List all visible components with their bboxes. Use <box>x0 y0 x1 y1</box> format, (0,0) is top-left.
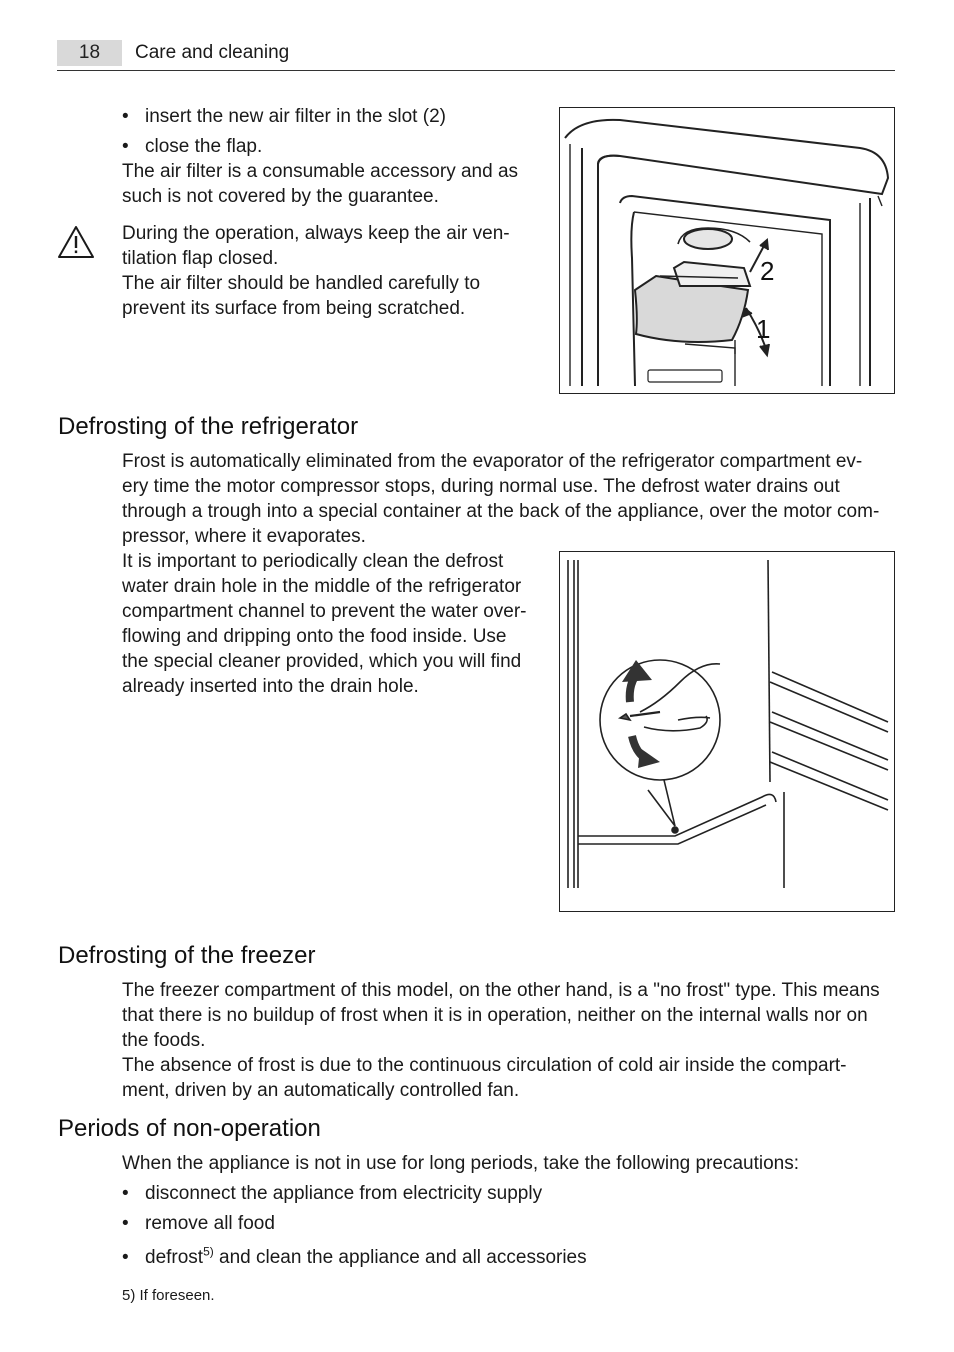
section-heading-defrost-freezer: Defrosting of the freezer <box>58 942 316 969</box>
page-header-title: Care and cleaning <box>135 42 290 63</box>
text-line: through a trough into a special container at the back of the appliance, over the motor com- <box>122 501 880 522</box>
list-item: • remove all food <box>122 1213 275 1234</box>
section-heading-non-operation: Periods of non-operation <box>58 1115 321 1142</box>
text-line: such is not covered by the guarantee. <box>122 186 439 207</box>
text-line: the foods. <box>122 1030 206 1051</box>
text-line: flowing and dripping onto the food inside. Use <box>122 626 507 647</box>
text-line: water drain hole in the middle of the refrigerator <box>122 576 522 597</box>
text-line: During the operation, always keep the air ven- <box>122 223 510 244</box>
drain-hole-cleaning-illustration <box>559 551 895 912</box>
warning-text <box>122 221 510 321</box>
page-number: 18 <box>57 40 122 66</box>
text-line: the special cleaner provided, which you will find <box>122 651 522 672</box>
list-item-text: and clean the appliance and all accessories <box>213 1247 587 1268</box>
list-item-text: insert the new air filter in the slot (2) <box>145 106 446 127</box>
text-line: The absence of frost is due to the continuous circulation of cold air inside the compart- <box>122 1055 847 1076</box>
text-line: ery time the motor compressor stops, during normal use. The defrost water drains out <box>122 476 840 497</box>
list-item-text: disconnect the appliance from electricity supply <box>145 1183 543 1204</box>
filter-note <box>122 159 518 209</box>
figure-label-2: 2 <box>760 256 775 286</box>
list-item: • close the flap. <box>122 136 263 157</box>
list-item: • defrost$^{5)}$ and clean the appliance and all accessories <box>122 1244 587 1268</box>
list-item: • disconnect the appliance from electricity supply <box>122 1183 543 1204</box>
defrost-freezer-text <box>122 978 902 1103</box>
footnote: 5) If foreseen. <box>122 1287 215 1304</box>
text-line: The air filter is a consumable accessory and as <box>122 161 519 182</box>
text-line: It is important to periodically clean the defrost <box>122 551 504 572</box>
text-line: The air filter should be handled carefully to <box>122 273 481 294</box>
text-line: that there is no buildup of frost when it is in operation, neither on the internal walls nor on <box>122 1005 868 1026</box>
text-line: Frost is automatically eliminated from the evaporator of the refrigerator compartment ev- <box>122 451 863 472</box>
list-item: • insert the new air filter in the slot (2) <box>122 106 446 127</box>
section-heading-defrost-fridge: Defrosting of the refrigerator <box>58 413 359 440</box>
text-line: compartment channel to prevent the water over- <box>122 601 527 622</box>
text-line: already inserted into the drain hole. <box>122 676 419 697</box>
text-line: prevent its surface from being scratched. <box>122 298 466 319</box>
warning-icon <box>56 224 96 260</box>
air-filter-illustration <box>559 107 895 394</box>
text-line: The freezer compartment of this model, on the other hand, is a "no frost" type. This means <box>122 980 880 1001</box>
text-line: tilation flap closed. <box>122 248 279 269</box>
footnote-marker: 5) <box>203 1244 214 1259</box>
text-line: pressor, where it evaporates. <box>122 526 366 547</box>
list-item-text: remove all food <box>145 1213 275 1234</box>
list-item-text: close the flap. <box>145 136 263 157</box>
text-line: ment, driven by an automatically controlled fan. <box>122 1080 520 1101</box>
figure-label-1: 1 <box>756 314 771 344</box>
non-operation-intro: When the appliance is not in use for long periods, take the following precautions: <box>122 1153 800 1174</box>
header-rule <box>57 70 895 71</box>
list-item-text: defrost <box>145 1247 204 1268</box>
